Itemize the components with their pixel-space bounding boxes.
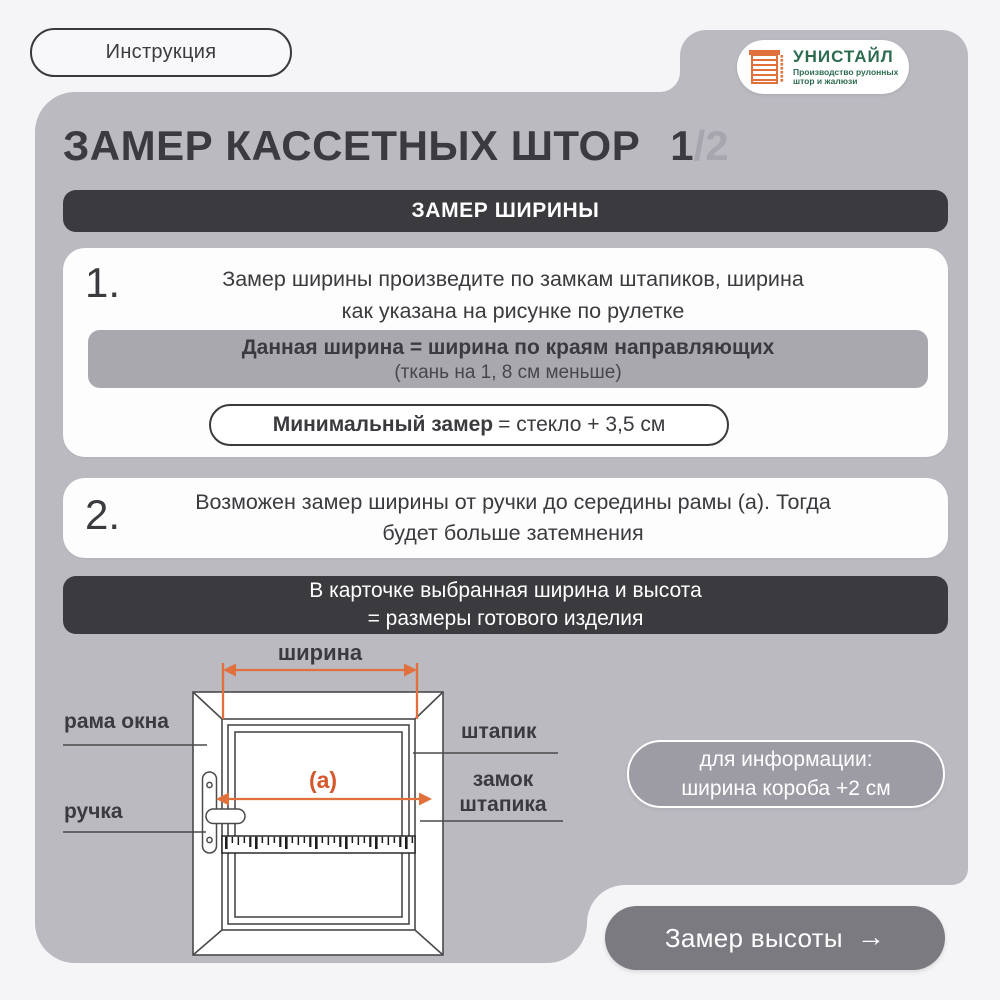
note-line-2: = размеры готового изделия [367, 607, 644, 630]
logo-tagline-2: штор и жалюзи [793, 76, 858, 86]
instruction-label: Инструкция [105, 41, 217, 63]
width-arrow-label: ширина [277, 640, 363, 665]
arrow-right-icon: → [856, 921, 886, 952]
highlight-bold-text: Данная ширина = ширина по краям направляющих [241, 335, 775, 359]
logo-tagline-1: Производство рулонных [793, 66, 899, 77]
window-frame-label: рама окна [64, 710, 169, 733]
info-pill [627, 740, 945, 808]
step2-text: Возможен замер ширины от ручки до середины рамы (а). Тогда будет больше затемнения [195, 490, 831, 545]
step1-text: Замер ширины произведите по замкам штапиков, ширина как указана на рисунке по рулетке [222, 267, 804, 323]
glazing-bead-label: штапик [461, 720, 537, 743]
step2-number: 2. [85, 491, 121, 538]
note-line-1: В карточке выбранная ширина и высота [309, 579, 702, 602]
handle-label: ручка [64, 800, 123, 823]
highlight-note-text: (ткань на 1, 8 см меньше) [394, 361, 622, 383]
minimum-measure-bold: Минимальный замер [272, 413, 494, 436]
title-text: ЗАМЕР КАССЕТНЫХ ШТОР [63, 122, 641, 169]
minimum-measure-rest: = стекло + 3,5 см [498, 413, 666, 436]
info-line-2: ширина короба +2 см [681, 777, 891, 800]
a-dimension-label: (а) [308, 767, 338, 793]
logo-name: УНИСТАЙЛ [793, 46, 894, 66]
height-button-label: Замер высоты [664, 922, 843, 953]
width-section-label: ЗАМЕР ШИРИНЫ [411, 199, 600, 222]
page-indicator: 1/2 [670, 122, 729, 169]
step1-number: 1. [85, 259, 121, 306]
bead-lock-label: замок штапика [459, 768, 547, 816]
height-measure-button[interactable] [605, 906, 945, 970]
info-line-1: для информации: [699, 748, 873, 771]
